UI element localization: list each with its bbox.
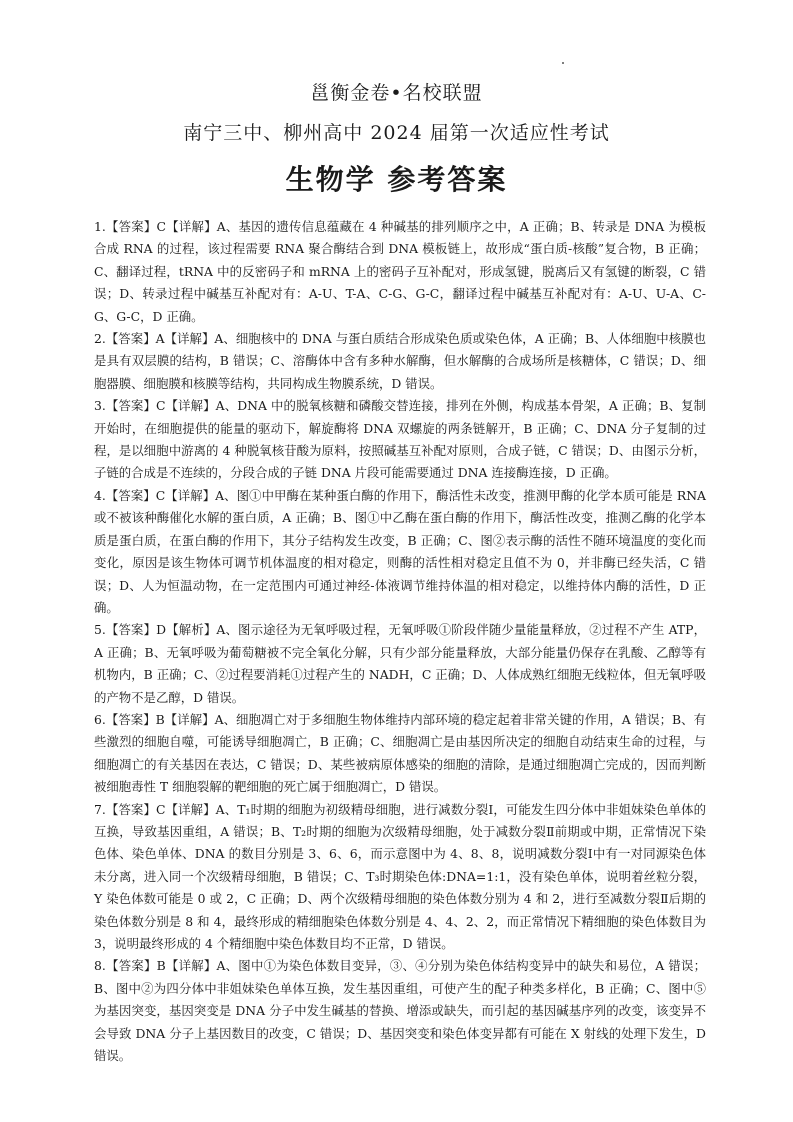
answer-item-3: 3.【答案】C【详解】A、DNA 中的脱氧核糖和磷酸交替连接，排列在外侧，构成基本骨架，A 正确；B、复制开始时，在细胞提供的能量的驱动下，解旋酶将 DNA 双螺旋的两条链解开，B 正确；C、DNA 分子复制的过程，是以细胞中游离的 4 种脱氧核苷酸为原料，按照碱基互补配对原则，合成子链，C 错误；D、由图示分析，子链的合成是不连续的，分段合成的子链 DNA 片段可能需要通过 DNA 连接酶连接，D 正确。 [94, 398, 706, 481]
answer-list [94, 216, 706, 1067]
answer-item-4: 4.【答案】C【详解】A、图①中甲酶在某种蛋白酶的作用下，酶活性未改变，推测甲酶的化学本质可能是 RNA 或不被该种酶催化水解的蛋白质，A 正确；B、图①中乙酶在蛋白酶的作用下，酶活性改变，推测乙酶的化学本质是蛋白质，在蛋白酶的作用下，其分子结构发生改变，B 正确；C、图②表示酶的活性不随环境温度的变化而变化，原因是该生物体可调节机体温度的相对稳定，则酶的活性相对稳定且值不为 0，并非酶已经失活，C 错误；D、人为恒温动物，在一定范围内可通过神经-体液调节维持体温的相对稳定，以维持体内酶的活性，D 正确。 [94, 487, 706, 615]
answer-item-2: 2.【答案】A【详解】A、细胞核中的 DNA 与蛋白质结合形成染色质或染色体，A 正确；B、人体细胞中核膜也是具有双层膜的结构，B 错误；C、溶酶体中含有多种水解酶，但水解酶的合成场所是核糖体，C 错误；D、细胞器膜、细胞膜和核膜等结构，共同构成生物膜系统，D 错误。 [94, 331, 706, 391]
answer-item-8: 8.【答案】B【详解】A、图中①为染色体数目变异，③、④分别为染色体结构变异中的缺失和易位，A 错误；B、图中②为四分体中非姐妹染色单体互换，发生基因重组，可使产生的配子种类多样化，B 正确；C、图中⑤为基因突变，基因突变是 DNA 分子中发生碱基的替换、增添或缺失，而引起的基因碱基序列的改变，该变异不会导致 DNA 分子上基因数目的改变，C 错误；D、基因突变和染色体变异都有可能在 X 射线的处理下发生，D 错误。 [94, 958, 706, 1064]
answer-item-7: 7.【答案】C【详解】A、T₁时期的细胞为初级精母细胞，进行减数分裂Ⅰ，可能发生四分体中非姐妹染色单体的互换，导致基因重组，A 错误；B、T₂时期的细胞为次级精母细胞，处于减数分裂Ⅱ前期或中期，正常情况下染色体、染色单体、DNA 的数目分别是 3、6、6，而示意图中为 4、8、8，说明减数分裂Ⅰ中有一对同源染色体未分离，进入同一个次级精母细胞，B 错误；C、T₃时期染色体:DNA=1:1，没有染色单体，说明着丝粒分裂，Y 染色体数可能是 0 或 2，C 正确；D、两个次级精母细胞的染色体数分别为 4 和 2，进行至减数分裂Ⅱ后期的染色体数分别是 8 和 4，最终形成的精细胞染色体数分别是 4、4、2、2，而正常情况下精细胞的染色体数目为 3，说明最终形成的 4 个精细胞中染色体数目均不正常，D 错误。 [94, 801, 706, 951]
exam-series-title: 邕衡金卷•名校联盟 [310, 82, 483, 104]
scan-speck [562, 62, 564, 64]
page-title: 生物学 参考答案 [285, 163, 508, 196]
answer-item-6: 6.【答案】B【详解】A、细胞凋亡对于多细胞生物体维持内部环境的稳定起着非常关键的作用，A 错误；B、有些激烈的细胞自噬，可能诱导细胞凋亡，B 正确；C、细胞凋亡是由基因所决定的细胞自动结束生命的过程，与细胞凋亡的有关基因在表达，C 错误；D、某些被病原体感染的细胞的清除，是通过细胞凋亡完成的，因而判断被细胞毒性 T 细胞裂解的靶细胞的死亡属于细胞凋亡，D 错误。 [94, 711, 706, 795]
answer-item-1: 1.【答案】C【详解】A、基因的遗传信息蕴藏在 4 种碱基的排列顺序之中，A 正确；B、转录是 DNA 为模板合成 RNA 的过程，该过程需要 RNA 聚合酶结合到 DNA 模板链上，故形成“蛋白质-核酸”复合物，B 正确；C、翻译过程，tRNA 中的反密码子和 mRNA 上的密码子互补配对，形成氢键，脱离后又有氢键的断裂，C 错误；D、转录过程中碱基互补配对有：A-U、T-A、C-G、G-C，翻译过程中碱基互补配对有：A-U、U-A、C-G、G-C，D 正确。 [94, 219, 706, 324]
answer-item-5: 5.【答案】D【解析】A、图示途径为无氧呼吸过程，无氧呼吸①阶段伴随少量能量释放，②过程不产生 ATP，A 正确；B、无氧呼吸为葡萄糖被不完全氧化分解，只有少部分能量释放，大部分能量仍保存在乳酸、乙醇等有机物内，B 正确；C、②过程要消耗①过程产生的 NADH，C 正确；D、人体成熟红细胞无线粒体，但无氧呼吸的产物不是乙醇，D 错误。 [94, 622, 706, 705]
exam-name: 南宁三中、柳州高中 2024 届第一次适应性考试 [183, 122, 610, 144]
